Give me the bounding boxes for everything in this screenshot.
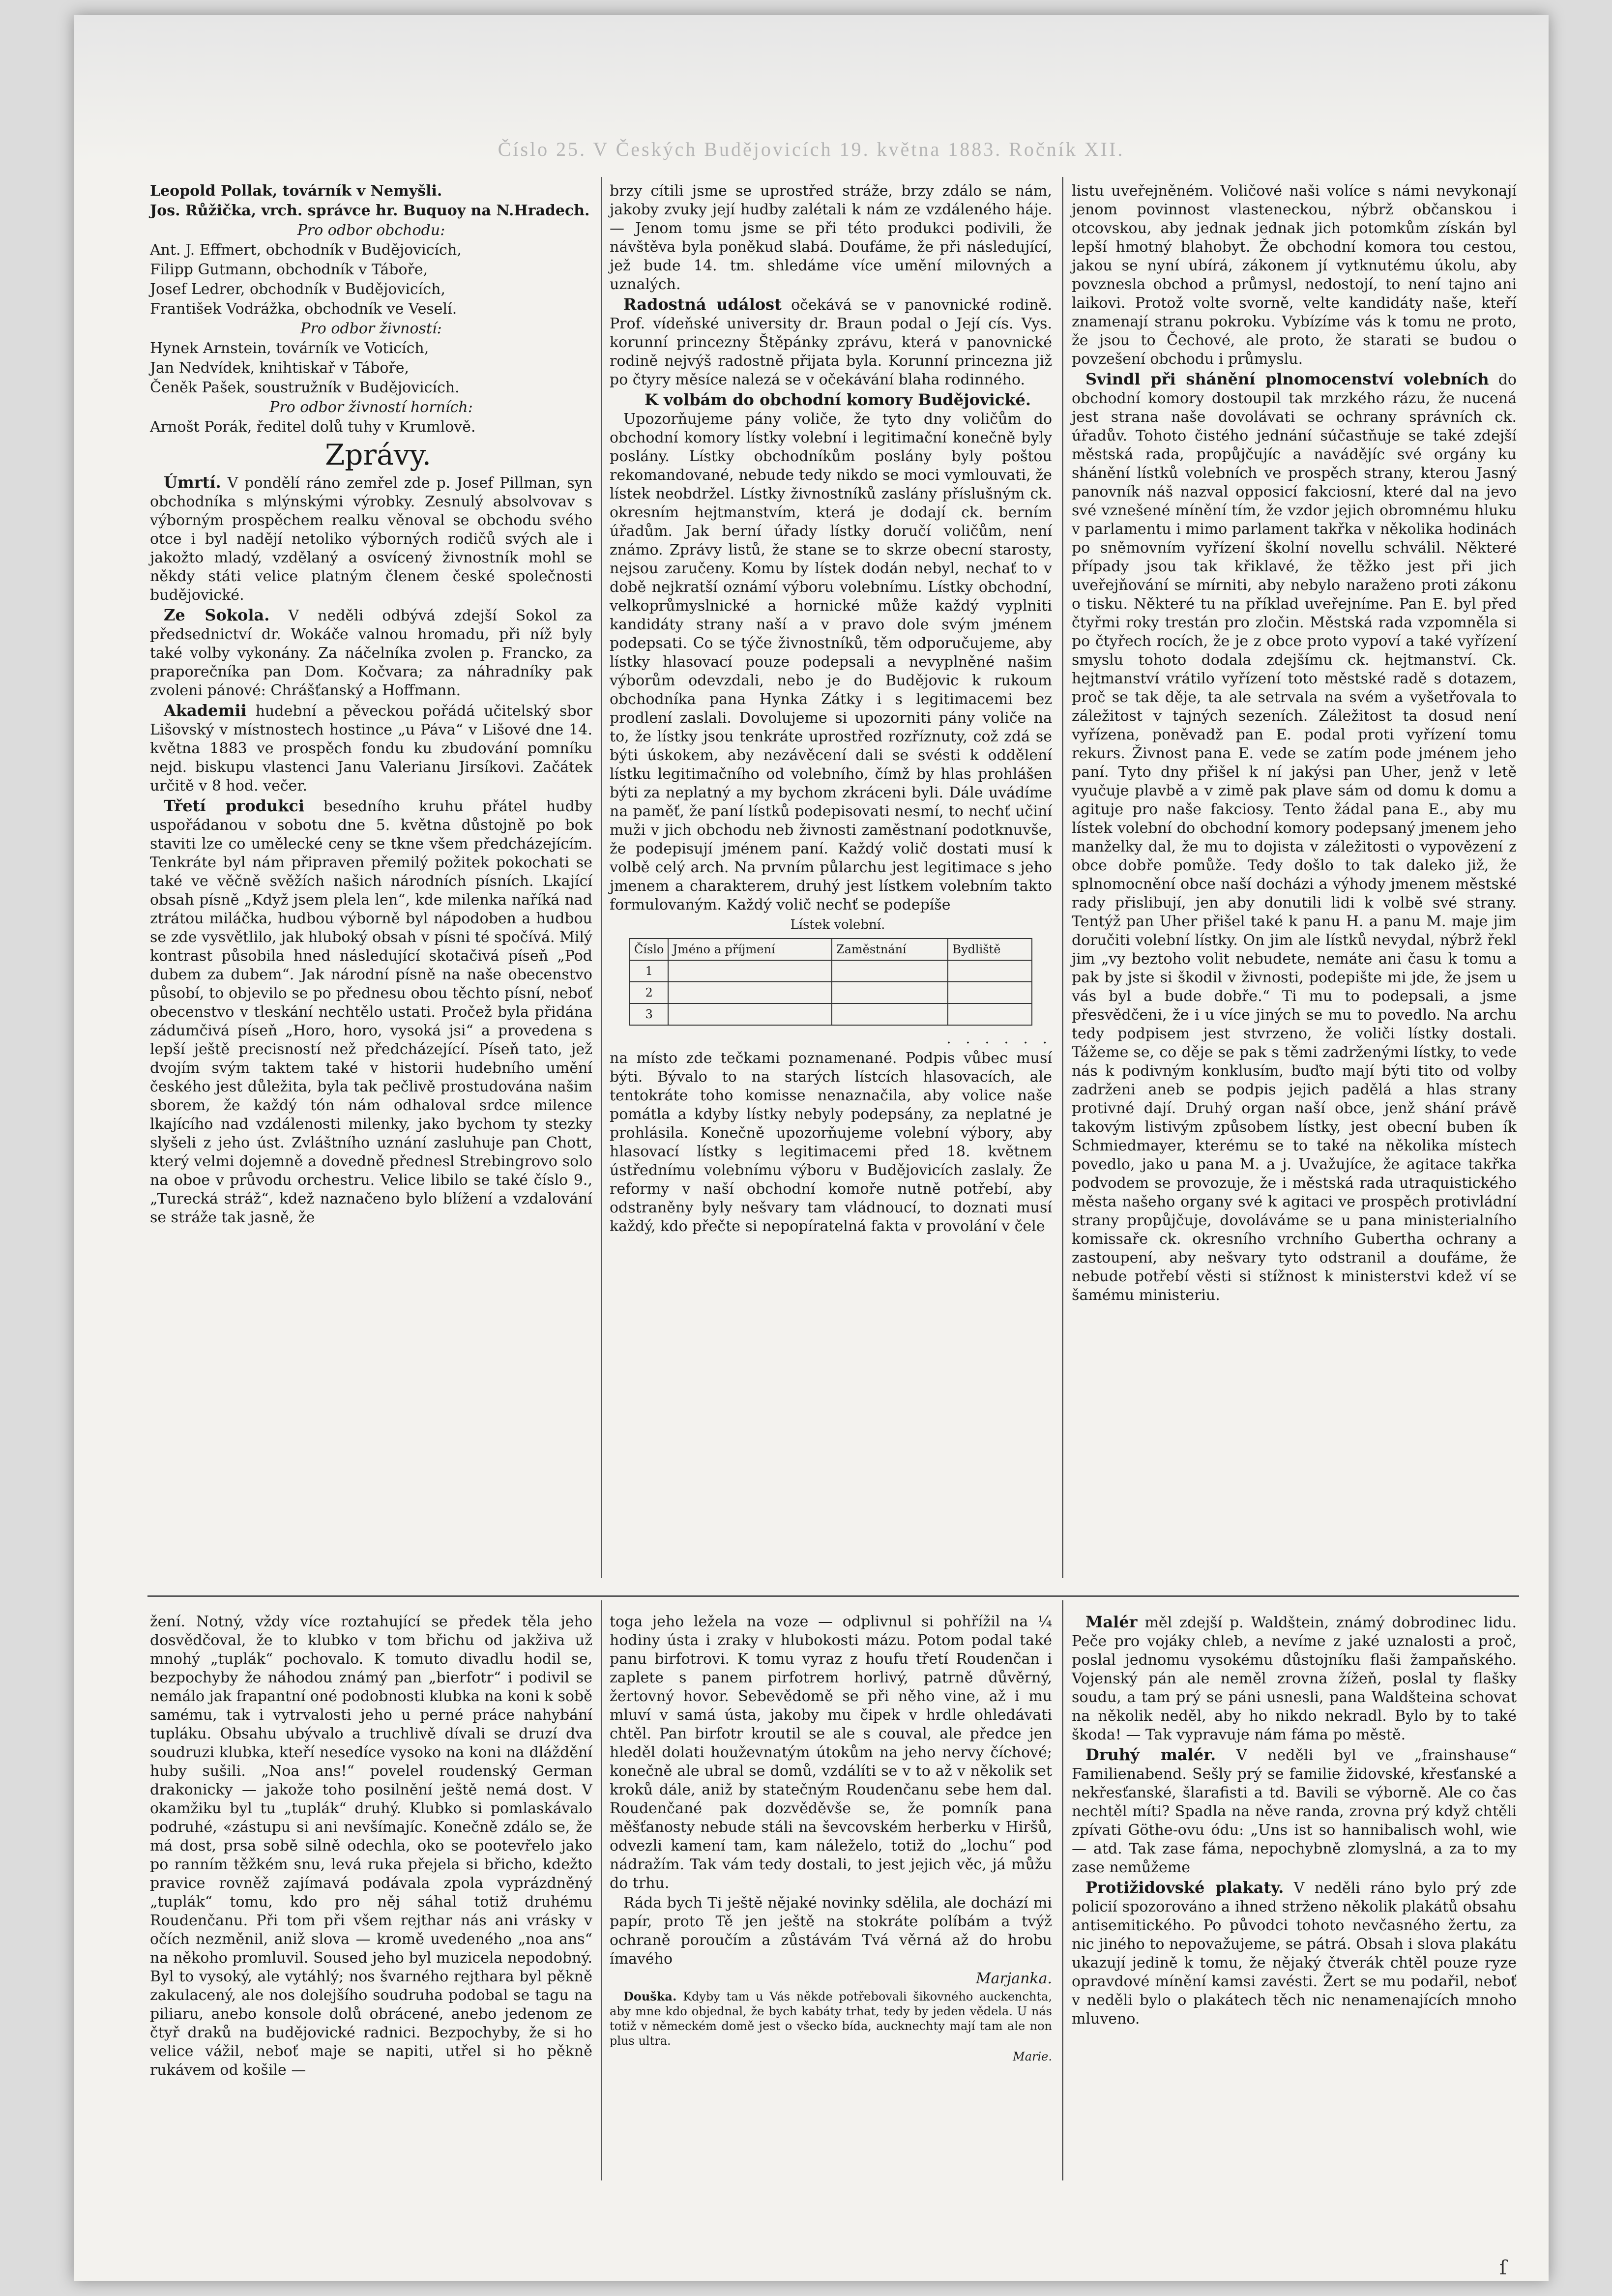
corner-mark: ſ [1499,2257,1507,2279]
signature-dots: . . . . . . [946,1030,1052,1047]
news-item-plakaty: Protižidovské plakaty. V neděli ráno bylo prý zde policií spozorováno a ihned strženo několik plakátů obsahu antisemitického. Po původci tohoto nevčasného žertu, za nic jiného to nepovažujeme, se pátrá. Obsah i slova plakátu ukazují jedině k tomu, že nějaký čtverák chtěl pouze ryze opravdové mínění kamsi zavésti. Žert se mu podařil, neboť v neděli bylo o plakátech těch nic nenamenajících mnoho mluveno. [1072,1878,1517,2028]
ballot-header: Bydliště [948,939,1032,960]
feuilleton-closing: Ráda bych Ti ještě nějaké novinky sdělila, ale dochází mi papír, proto Tě jen ještě na stokráte políbám a tvýž ochraně poroučím a zůstávám Tvá věrná až do hrobu ímavého [610,1894,1052,1968]
ballot-row: 2 [630,982,1032,1003]
postscript: Douška. Kdyby tam u Vás někde potřebovali šikovného auckenchta, aby mne kdo objednal, že bych kabáty trhat, tedy by jeden vědela. U nás totiž v německém domě jest o všecko bída, aucknechty mají tam ale non plus ultra. [610,1989,1052,2048]
feuilleton-text: žení. Notný, vždy více roztahující se předek těla jeho dosvědčoval, že to klubko v tom břichu od jakživa už mnohý „tuplák“ pochovalo. K tomuto divadlu hodil se, bezpochyby že náhodou známý pan „bierfotr“ i podivil se nemálo jak frapantní oné podobnosti klubka na koni k sobě samému, tak i vytrvalosti jeho u perné práce nahybání tupláku. Obsahu ubývalo a truchlivě dívali se druzí dva soudruzi klubka, kteří nesedíce vysoko na koni na dláždění huby sušili. „Noa ans!“ povelel roudenský German drakonicky — jakože toho posilnění ještě nemá dost. V okamžiku byl tu „tuplák“ druhý. Klubko si pomlaskávalo podruhé, «zástupu si ani nevšímajíc. Konečně zdálo se, že má dost, prsa sobě silně odechla, oko se pootevřelo jako po ranním těžkém snu, levá ruka přejela si břicho, kdežto pravice rovněž zajímavá podávala zpola vyprázdněný „tuplák“ tomu, kdo pro něj sáhal totiž druhému Roudenčanu. Při tom při všem rejthar nás ani vrásky v očích nezměnil, aniž slova — kromě uvedeného „noa ans“ na někoho promluvil. Soused jeho byl muzicela nepodobný. Byl to vysoký, ale vytáhlý; nos švarného rejthara byl pěkně zakulacený, ale nos dolejšího soudruha podobal se tagu na piliaru, anebo konsole dolů obrácené, anebo jedenom ze čtyř draků na budějovické radnici. Bezpochyby, že si ho velice vážil, neboť maje se napiti, utřel si ho pěkně rukávem od košile — [150,1613,592,2079]
news-item-umrti: Úmrtí. V pondělí ráno zemřel zde p. Josef Pillman, syn obchodníka s mlýnskými výrobky. Zesnulý absolvovav s výborným prospěchem realku věnoval se obchodu svého otce i byl nadějí netoliko výborných rodičů svých ale i jakožto mladý, vzdělaný a osvícený živnostník mohl se někdy státi velice platným členem české společnosti budějovické. [150,473,592,604]
candidate: Josef Ledrer, obchodník v Budějovicích, [150,281,446,298]
column-1 [150,182,592,1228]
faded-header: Číslo 25. V Českých Budějovicích 19. května 1883. Ročník XII. [498,138,1125,160]
ballot-title: Lístek volební. [790,917,885,932]
section-rule [147,1595,1519,1597]
section-label: Pro odbor obchodu: [297,222,445,239]
candidate: Hynek Arnstein, továrník ve Voticích, [150,340,429,357]
feuilleton-column-1 [150,1613,592,2081]
article-volby: Upozorňujeme pány voliče, že tyto dny voličům do obchodní komory lístky volební i legitimační konečně byly poslány. Lístky obchodníkům poslány byly poštou rekomandované, nebude tedy nikdo se moci vymlouvati, že lístek neobdržel. Lístky živnostníků zaslány příslušným ck. okresním hejtmanstvím, která je dodají ck. berním úřadům. Jak berní úřady lístky doručí voličům, není známo. Zprávy listů, že stane se to skrze obecní starosty, nejsou zaručeny. Komu by lístek dodán nebyl, nechať to v době nejkratší oznámí výboru volebnímu. Lístky obchodní, velkoprůmyslnické a hornické může každý vyplniti kandidáty strany naší a v pravo dole svým jménem podepsati. Co se týče živnostníků, těm odporučujeme, aby lístky hlasovací pouze podepsali a nevyplněné našim výborům odevzdali, nebo je do Budějovic k rukoum obchodníka pana Hynka Zátky i s legitimacemi bez prodlení zaslali. Dovolujeme si upozorniti pány voliče na to, že lístky jsou tenkráte uprostřed rozříznuty, což zdá se býti úskokem, aby nezávěcení dali se svésti k oddělení lístku legitimačního od volebního, čímž by hlas prohlášen býti za neplatný a my bychom zkráceni byli. Dále uvádíme na paměť, že paní lístků podepisovati nesmí, to nechť učiní muži v jich obchodu neb živnosti zaměstnaní podotknuvše, že podepisují jménem paní. Každý volič dostati musí k volbě celý arch. Na prvním půlarchu jest legitimace s jeho jmenem a charakterem, druhý jest lístkem volebním takto formulovaným. Každý volič nechť se podepíše [610,411,1052,913]
column-rule [601,177,602,1578]
ballot-header-row [630,939,1032,960]
news-item-radostna: Radostná událost očekává se v panovnické rodině. Prof. vídeňské university dr. Braun podal o Její cís. Vys. korunní princezny Štěpánky zprávu, která v panovnické rodině nejvýš radostně přijata byla. Korunní princezna již po čtyry měsíce nalezá se v očekávání blaha rodinného. [610,295,1052,388]
signature: Marie. [1013,2050,1052,2063]
ballot-header: Jméno a příjmení [668,939,831,960]
news-item-sokol: Ze Sokola. V neděli odbývá zdejší Sokol za předsednictví dr. Wokáče valnou hromadu, při níž byly také volby vykonány. Za náčelníka zvolen p. Francko, za praporečníka pan Dom. Kočvara; za náhradníky pak zvoleni pánové: Chrášťanský a Hoffmann. [150,606,592,699]
candidate: Arnošt Porák, ředitel dolů tuhy v Krumlově. [150,418,476,436]
article-heading: K volbám do obchodní komory Budějovické. [645,390,1031,409]
article-volby-cont: na místo zde tečkami poznamenané. Podpis vůbec musí býti. Bývalo to na starých lístcích hlasovacích, ale tentokráte toho komisse nenaznačila, aby volice naše pomátla a kdyby lístky nebyly podepsány, za neplatné je prohlásila. Konečně upozorňujeme volební výbory, aby hlasovací lístky s legitimacemi před 18. květnem ústřednímu volebnímu výboru v Budějovicích zaslaly. Že reformy v naší obchodní komoře nutně potřebí, aby odstraněny byly nešvary tam vládnoucí, to doznati musí každý, kdo přečte si nepopíratelná fakta v provolání v čele [610,1050,1052,1235]
column-2 [610,182,1052,1237]
ballot-header: Číslo [630,939,668,960]
column-rule [601,1600,602,2180]
candidate: Leopold Pollak, továrník v Nemyšli. [150,182,442,200]
ballot-header: Zaměstnání [832,939,948,960]
feuilleton-column-2 [610,1613,1052,2065]
candidate: Jan Nedvídek, knihtiskař v Táboře, [150,359,410,377]
candidate: Jos. Růžička, vrch. správce hr. Buquoy na N.Hradech. [150,202,590,219]
column-rule [1062,1600,1063,2180]
candidate: Ant. J. Effmert, obchodník v Budějovicích, [150,241,462,259]
article-continuation: listu uveřejněném. Voličové naši volíce s námi nevykonají jenom povinnost vlasteneckou, nýbrž občanskou i otcovskou, aby jednak jednak jich potomkům získán byl lepší hmotný blahobyt. Že obchodní komora tou cestou, jakou se nyní ubírá, zákonem jí vytknutému úkolu, aby povznesla obchod a průmysl, nedostojí, to není tajno ani laikovi. Protož volte svorně, velte kandidáty naše, kteří znamenají stranu pokroku. Vybízíme vás k tomu ne proto, že jsou to Čechové, ale proto, že starati se budou o povzešení obchodu i průmyslu. [1072,182,1517,368]
news-column-3-bottom [1072,1613,1517,2030]
newspaper-page [74,15,1549,2281]
feuilleton-text: toga jeho ležela na voze — odplivnul si pohřížil na ¼ hodiny ústa i zraky v hlubokosti mázu. Potom podal také panu birfotrovi. K tomu vyraz z houfu třetí Roudenčan i zaplete s panem pirfotrem horlivý, patrně důvěrný, žertovný hovor. Sebevědomě se při něho vine, až i mu mluví v samá ústa, jakoby mu čipek v hrdle ohledávati chtěl. Pan birfotr kroutil se ale s couval, ale předce jen hleděl dolati houževnatým útokům na jeho nervy číchové; konečně ale ubral se domů, vzdálíti se v to až v několik set kroků dále, aniž by statečným Roudenčanu sebe hem dal. Roudenčané pak dozvěděvše se, že pomník pana měšťanosty nebude stáli na ševcovském herberku v Hiršů, odvezli kamení tam, kam náleželo, totiž do „lochu“ pod nádražím. Tak vám tedy dostali, to jest jejich věc, já můžu do trhu. [610,1613,1052,1892]
section-label: Pro odbor živností horních: [269,399,473,416]
column-3 [1072,182,1517,1306]
column-rule [1062,177,1063,1578]
news-item-produkce: Třetí produkci besedního kruhu přátel hudby uspořádanou v sobotu dne 5. května důstojně po bok staviti lze co umělecké ceny se tkne všem předcházejícím. Tenkráte byl nám připraven přemilý požitek pokochati se také ve věčně svěžích našich národních písních. Lkající obsah písně „Když jsem plela len“, kde milenka naříká nad ztrátou miláčka, hudbou výborně byl nápodoben a hudbou se zde vysvětlilo, jak hluboký obsah v písni té spočívá. Milý kontrast působila hned následující skotačivá píseň „Pod dubem za dubem“. Jak národní písně na naše obecenstvo působí, to objevilo se po přednesu obou těchto písní, neboť obecenstvo v tleskání nechtělo ustati. Pročež byla přidána zádumčivá píseň „Horo, horo, vysoká jsi“ a provedena s lepší ještě precisností než předcházející. Píseň tato, jež dvojím svým taktem také v historii hudebního umění českého jest důležita, byla tak pečlivě prostudována našim sborem, že každý tón nám odhaloval srdce milence lkajícího nad vzdálenosti milenky, jako bychom ty stezky slyšeli z jeho úst. Zvláštního uznání zasluhuje pan Chott, který velmi dojemně a dovedně přednesl Strebingrovo solo na oboe v průvodu orchestru. Velice libilo se také číslo 9., „Turecká stráž“, kdež naznačeno bylo blížení a vzdalování se stráže tak jasně, že [150,796,593,1226]
section-heading: Zprávy. [325,438,431,471]
news-continuation: brzy cítili jsme se uprostřed stráže, brzy zdálo se nám, jakoby zvuky její hudby zalétali k nám ze vzdáleného háje. — Jenom tomu jsme se při této produkci podivili, že návštěva byla poněkud slabá. Doufáme, že při následující, jež bude 14. tm. shledáme více umění milovných a uznalých. [610,182,1052,293]
news-item-akademie: Akademii hudební a pěveckou pořádá učitelský sbor Lišovský v místnostech hostince „u Páva“ v Lišové dne 14. května 1883 ve prospěch fondu ku zbudování pomníku nejd. biskupu vlastenci Janu Valerianu Jirsíkovi. Začátek určitě v 8 hod. večer. [150,701,592,795]
candidate: Filipp Gutmann, obchodník v Táboře, [150,261,428,278]
news-item-svindl: Svindl při shánění plnomocenství volebních do obchodní komory dostoupil tak mrzkého rázu, že nucená jest strana naše dovolávati se ochrany správních ck. úřadův. Tohoto čistého jednání súčastňuje se také zdejší městská rada, propůjčujíc a navádějíc své orgány ku shánění lístků volebních ve prospěch strany, kterou Jasný panovník náš nazval opposicí fakciosní, které dal na jevo své vznešené mínění tím, že vzdor jejich obromnému hluku v parlamentu i mimo parlament takřka v několika hodinách po sněmovním vyřízení školní novellu schválil. Některé případy jsou tak křiklavé, že těžko jest při jich uveřejňování se mírniti, aby nebylo naraženo proti zákonu o tisku. Některé tu na příklad uveřejníme. Pan E. byl před čtyřmi roky trestán pro zločin. Městská rada vzpomněla si po čtyřech rocích, že je z obce proto vypoví a také vyřízení smyslu tohoto dodala zdejšímu ck. hejtmanství. Ck. hejtmanství vrátilo vyřízení toto městské radě s dotazem, proč se tak děje, ta ale setrvala na svém a vyšetřovala to záležitost v tajných sezeních. Záležitost ta dosud není vyřízena, poněvadž pan E. podal proti vyřízení tomu rekurs. Živnost pana E. vede se zatím pode jménem jeho paní. Tyto dny přišel k ní jakýsi pan Uher, jenž v letě vyučuje plavbě a v zimě pak plave sám od domu k domu a agituje pro naše fakciosy. Tento žádal pana E., aby mu lístek volební do obchodní komory podepsaný jmenem jeho manželky dal, že mu to dojista v záležitosti o vypovězení z obce dobře pomůže. Tedy došlo to tak daleko již, že splnomocnění obce naší docházi a výhody jmenem městské rady přislibují, jen aby donutili lidi k volbě své strany. Tentýž pan Uher přišel také k panu H. a panu M. maje jim doručiti volební lístky. On jim ale lístků nevydal, nýbrž řekl jim „vy beztoho volit nebudete, nemáte ani času k tomu a pak by jste si škodil v živnosti, podepište mi jde, že jsem u vás byl a bude dobře.“ Ti mu to podepsali, a jsme přesvědčeni, že i u více jiných se mu to povedlo. Na archu tedy podpisem jest stvrzeno, že voliči lístky dostali. Tážeme se, co děje se pak s těmi zadrženými lístky, to vede nás k podivným konklusím, buďto mají býti tito od volby zadrženi aneb se podpis jejich padělá a hlas strany protivné dají. Druhý organ naší obce, jenž shání právě takovým listivým způsobem lístky, jest obecní buben ík Schmiedmayer, kterému se to také na několika místech povedlo, jako u pana M. a j. Uvažujíce, že agitace takřka podvodem se provozuje, že i městská rada utraquistického města našeho organy své k agitaci ve prospěch protivládní strany propůjčuje, dovoláváme se u pana ministerialního komissaře ck. okresního vrchního Gubertha ochrany a zastoupení, aby nešvary tyto odstranil a doufáme, že nebude potřebí věsti si stížnost k ministerstvi kdež ví se šamému ministeriu. [1072,370,1517,1304]
section-label: Pro odbor živností: [300,320,442,337]
news-item-maler: Malér měl zdejší p. Waldštein, známý dobrodinec lidu. Peče pro vojáky chleb, a nevíme z jaké uznalosti a proč, poslal jednomu vysokému důstojníku flaši žampaňského. Vojenský pán ale neměl zrovna žížeň, poslal ty flašky soudu, a tam prý se páni usnesli, pana Waldšteina schovat na několik neděl, aby ho nikdo nekradl. Bylo by to také škoda! — Tak vypravuje nám fáma po městě. [1072,1613,1517,1743]
candidate: Čeněk Pašek, soustružník v Budějovicích. [150,379,460,396]
signature: Marjanka. [975,1970,1052,1987]
ballot-row: 3 [630,1003,1032,1025]
ballot-row: 1 [630,960,1032,982]
ballot-table [629,938,1032,1026]
news-item-druhy-maler: Druhý malér. V neděli byl ve „frainshause“ Familienabend. Sešly prý se familie židovské, křesťanské a nekřesťanské, šlarafisti a td. Bavili se výborně. Ale co čas nechtěl míti? Spadla na něve randa, zrovna prý když chtěli zpívati Göthe-ovu ódu: „Uns ist so hannibalisch wohl, wie — atd. Tak zase fáma, nepochybně zlomyslná, a za to my zase nemůžeme [1072,1745,1517,1876]
candidate: František Vodrážka, obchodník ve Veselí. [150,300,457,318]
